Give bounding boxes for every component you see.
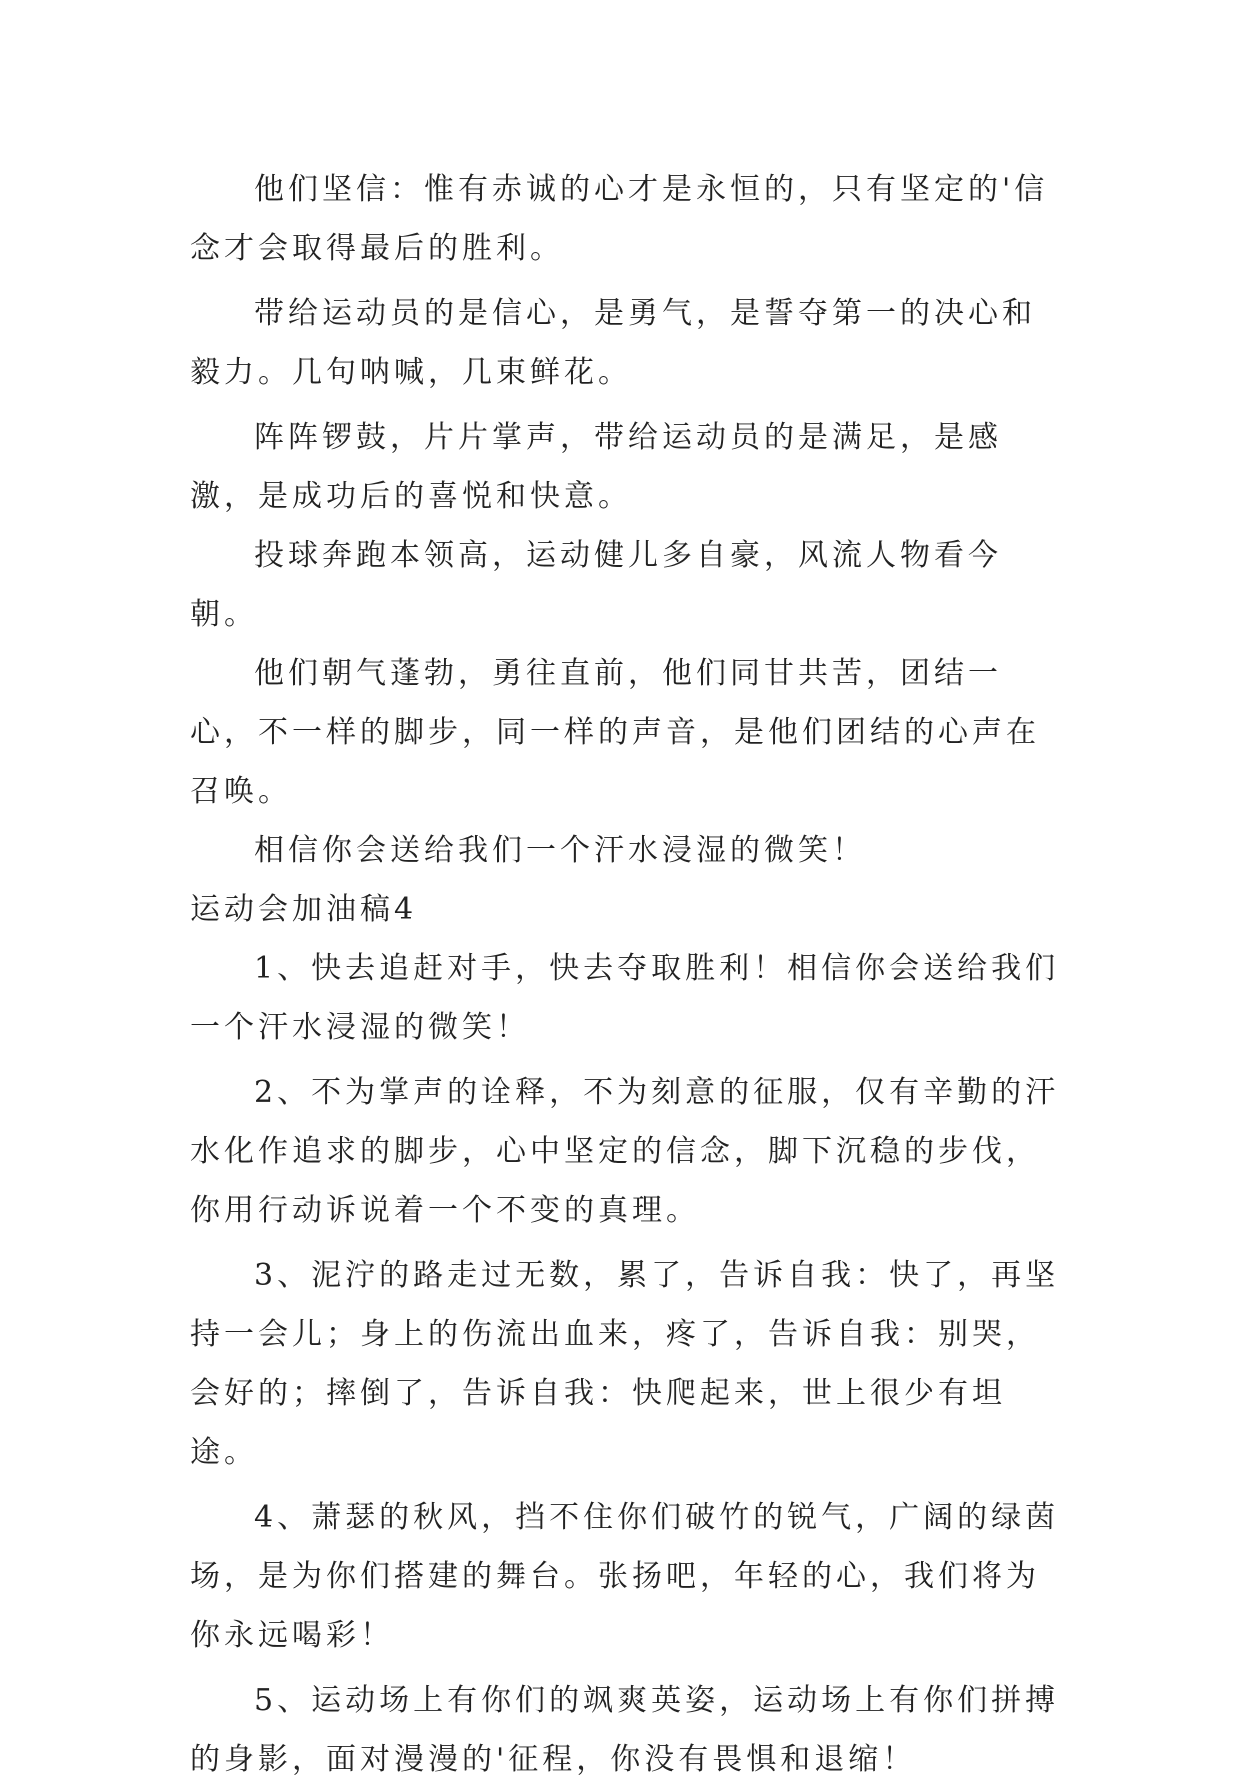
paragraph-unity: 他们朝气蓬勃，勇往直前，他们同甘共苦，团结一心，不一样的脚步，同一样的声音，是他们团结的心声在召唤。 — [190, 656, 1040, 809]
paragraph-belief: 他们坚信：惟有赤诚的心才是永恒的，只有坚定的'信念才会取得最后的胜利。 — [190, 172, 1049, 266]
paragraph-item-1: 1、快去追赶对手，快去夺取胜利！相信你会送给我们一个汗水浸湿的微笑！ — [190, 951, 1060, 1045]
paragraph-item-3: 3、泥泞的路走过无数，累了，告诉自我：快了，再坚持一会儿；身上的伤流出血来，疼了，告诉自我：别哭，会好的；摔倒了，告诉自我：快爬起来，世上很少有坦途。 — [190, 1258, 1060, 1470]
paragraph-smile: 相信你会送给我们一个汗水浸湿的微笑！ — [254, 833, 866, 868]
document-body — [190, 160, 1060, 1789]
paragraph-item-2: 2、不为掌声的诠释，不为刻意的征服，仅有辛勤的汗水化作追求的脚步，心中坚定的信念，脚下沉稳的步伐，你用行动诉说着一个不变的真理。 — [190, 1075, 1060, 1228]
paragraph-drums: 阵阵锣鼓，片片掌声，带给运动员的是满足，是感激，是成功后的喜悦和快意。 — [190, 420, 1002, 514]
section-title: 运动会加油稿4 — [190, 892, 418, 927]
paragraph-confidence: 带给运动员的是信心，是勇气，是誓夺第一的决心和毅力。几句呐喊，几束鲜花。 — [190, 296, 1036, 390]
paragraph-running: 投球奔跑本领高，运动健儿多自豪，风流人物看今朝。 — [190, 538, 1002, 632]
paragraph-item-5: 5、运动场上有你们的飒爽英姿，运动场上有你们拼搏的身影，面对漫漫的'征程，你没有畏惧和退缩！ — [190, 1683, 1060, 1777]
paragraph-item-4: 4、萧瑟的秋风，挡不住你们破竹的锐气，广阔的绿茵场，是为你们搭建的舞台。张扬吧，年轻的心，我们将为你永远喝彩！ — [190, 1500, 1060, 1653]
